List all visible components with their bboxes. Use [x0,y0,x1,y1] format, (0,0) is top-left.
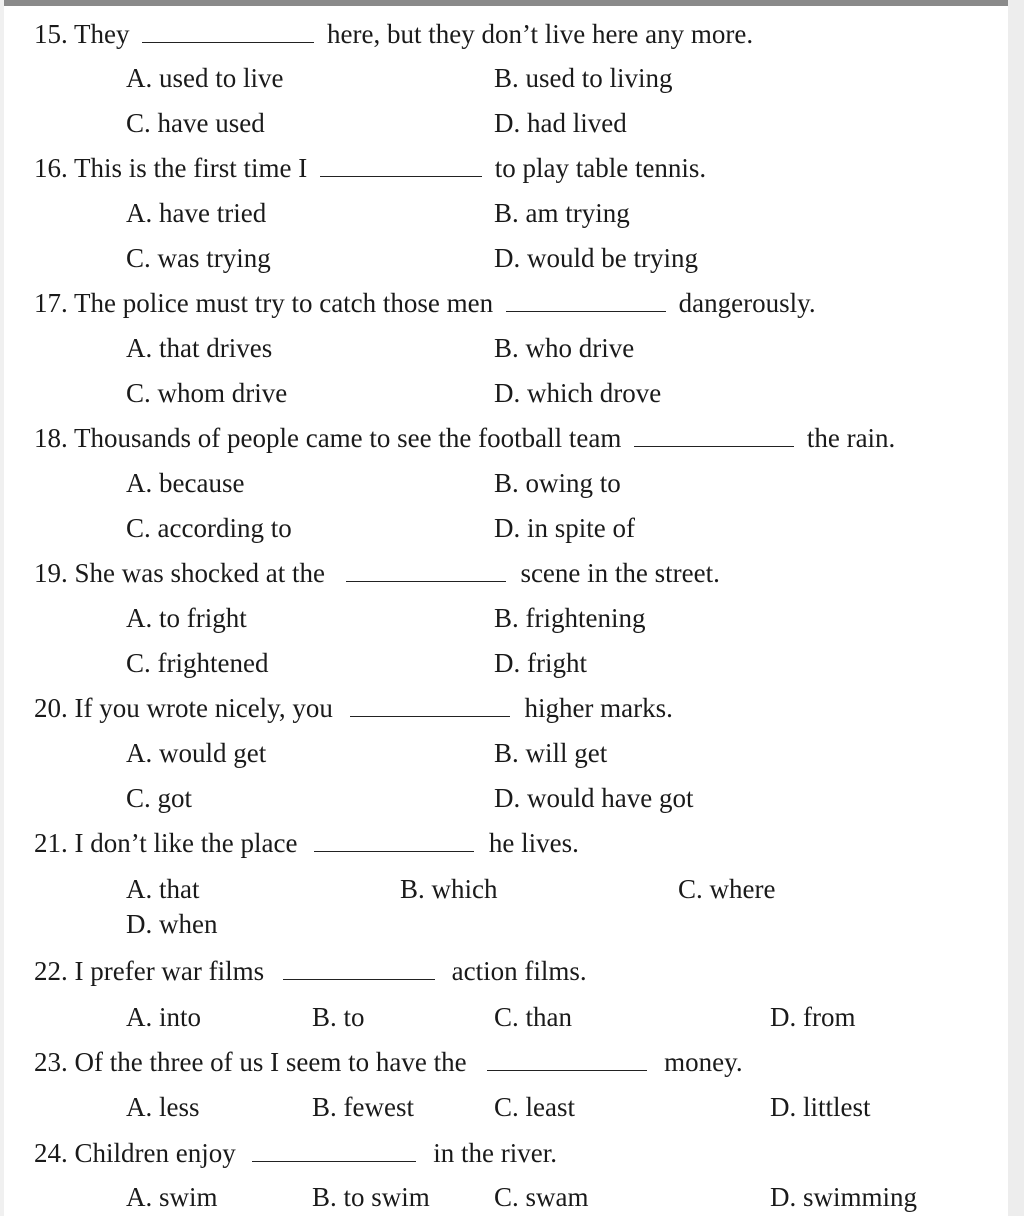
q17-option-a: A. that drives [126,333,273,363]
question-16-stem [34,152,706,184]
q20-option-b: B. will get [494,738,608,768]
q20-option-d: D. would have got [494,783,694,813]
question-22-stem [34,955,587,987]
q19-option-a: A. to fright [126,603,247,633]
q15-blank [142,20,314,43]
question-17-stem [34,287,816,319]
q24-option-c: C. swam [494,1182,589,1212]
question-18-stem [34,422,895,454]
q16-option-a: A. have tried [126,198,267,228]
q16-option-c: C. was trying [126,243,271,273]
question-15-stem [34,18,753,50]
q16-option-d: D. would be trying [494,243,698,273]
question-19-stem [34,557,720,589]
q18-stem-before: 18. Thousands of people came to see the football team [34,423,622,453]
q19-blank [346,559,506,582]
q22-option-d: D. from [770,1002,856,1032]
q19-stem-before: 19. She was shocked at the [34,558,325,588]
q17-option-c: C. whom drive [126,378,288,408]
q21-stem-after: he lives. [488,828,579,858]
right-edge [1008,0,1024,1216]
q18-option-c: C. according to [126,513,292,543]
q20-option-a: A. would get [126,738,267,768]
q22-option-b: B. to [312,1002,365,1032]
q19-stem-after: scene in the street. [520,558,720,588]
q18-blank [634,424,794,447]
q15-option-d: D. had lived [494,108,627,138]
q20-stem-before: 20. If you wrote nicely, you [34,693,333,723]
q20-blank [350,694,510,717]
q15-option-a: A. used to live [126,63,284,93]
top-border [0,0,1024,6]
q24-stem-before: 24. Children enjoy [34,1138,236,1168]
q22-option-a: A. into [126,1002,202,1032]
q24-blank [252,1139,416,1162]
q21-blank [314,829,474,852]
q17-option-b: B. who drive [494,333,635,363]
q15-stem-before: 15. They [34,19,130,49]
q21-option-a: A. that [126,874,200,904]
question-20-stem [34,692,673,724]
q23-option-c: C. least [494,1092,575,1122]
q19-option-c: C. frightened [126,648,269,678]
q19-option-b: B. frightening [494,603,646,633]
q23-option-d: D. littlest [770,1092,871,1122]
q24-option-b: B. to swim [312,1182,430,1212]
q15-option-c: C. have used [126,108,265,138]
left-edge [0,0,4,1216]
q21-option-d: D. when [126,909,218,939]
q17-stem-after: dangerously. [678,288,816,318]
q15-stem-after: here, but they don’t live here any more. [327,19,754,49]
q18-option-a: A. because [126,468,245,498]
question-21-stem [34,827,579,859]
q16-blank [320,154,482,177]
q22-stem-after: action films. [451,956,587,986]
q22-blank [283,957,435,980]
q17-option-d: D. which drove [494,378,662,408]
q20-stem-after: higher marks. [524,693,673,723]
question-24-stem [34,1137,557,1169]
q21-option-c: C. where [678,874,776,904]
q15-option-b: B. used to living [494,63,673,93]
q21-option-b: B. which [400,874,498,904]
q23-option-b: B. fewest [312,1092,414,1122]
q20-option-c: C. got [126,783,193,813]
q24-option-d: D. swimming [770,1182,918,1212]
q18-option-d: D. in spite of [494,513,635,543]
q22-stem-before: 22. I prefer war films [34,956,265,986]
q21-stem-before: 21. I don’t like the place [34,828,298,858]
q18-stem-after: the rain. [806,423,896,453]
q23-blank [487,1048,647,1071]
question-23-stem [34,1046,743,1078]
q23-stem-before: 23. Of the three of us I seem to have the [34,1047,467,1077]
q24-option-a: A. swim [126,1182,218,1212]
q18-option-b: B. owing to [494,468,621,498]
q17-blank [506,289,666,312]
q22-option-c: C. than [494,1002,572,1032]
q16-stem-before: 16. This is the first time I [34,153,308,183]
q16-stem-after: to play table tennis. [494,153,707,183]
q23-stem-after: money. [664,1047,743,1077]
q16-option-b: B. am trying [494,198,630,228]
q17-stem-before: 17. The police must try to catch those men [34,288,494,318]
q23-option-a: A. less [126,1092,200,1122]
q19-option-d: D. fright [494,648,587,678]
q24-stem-after: in the river. [433,1138,557,1168]
